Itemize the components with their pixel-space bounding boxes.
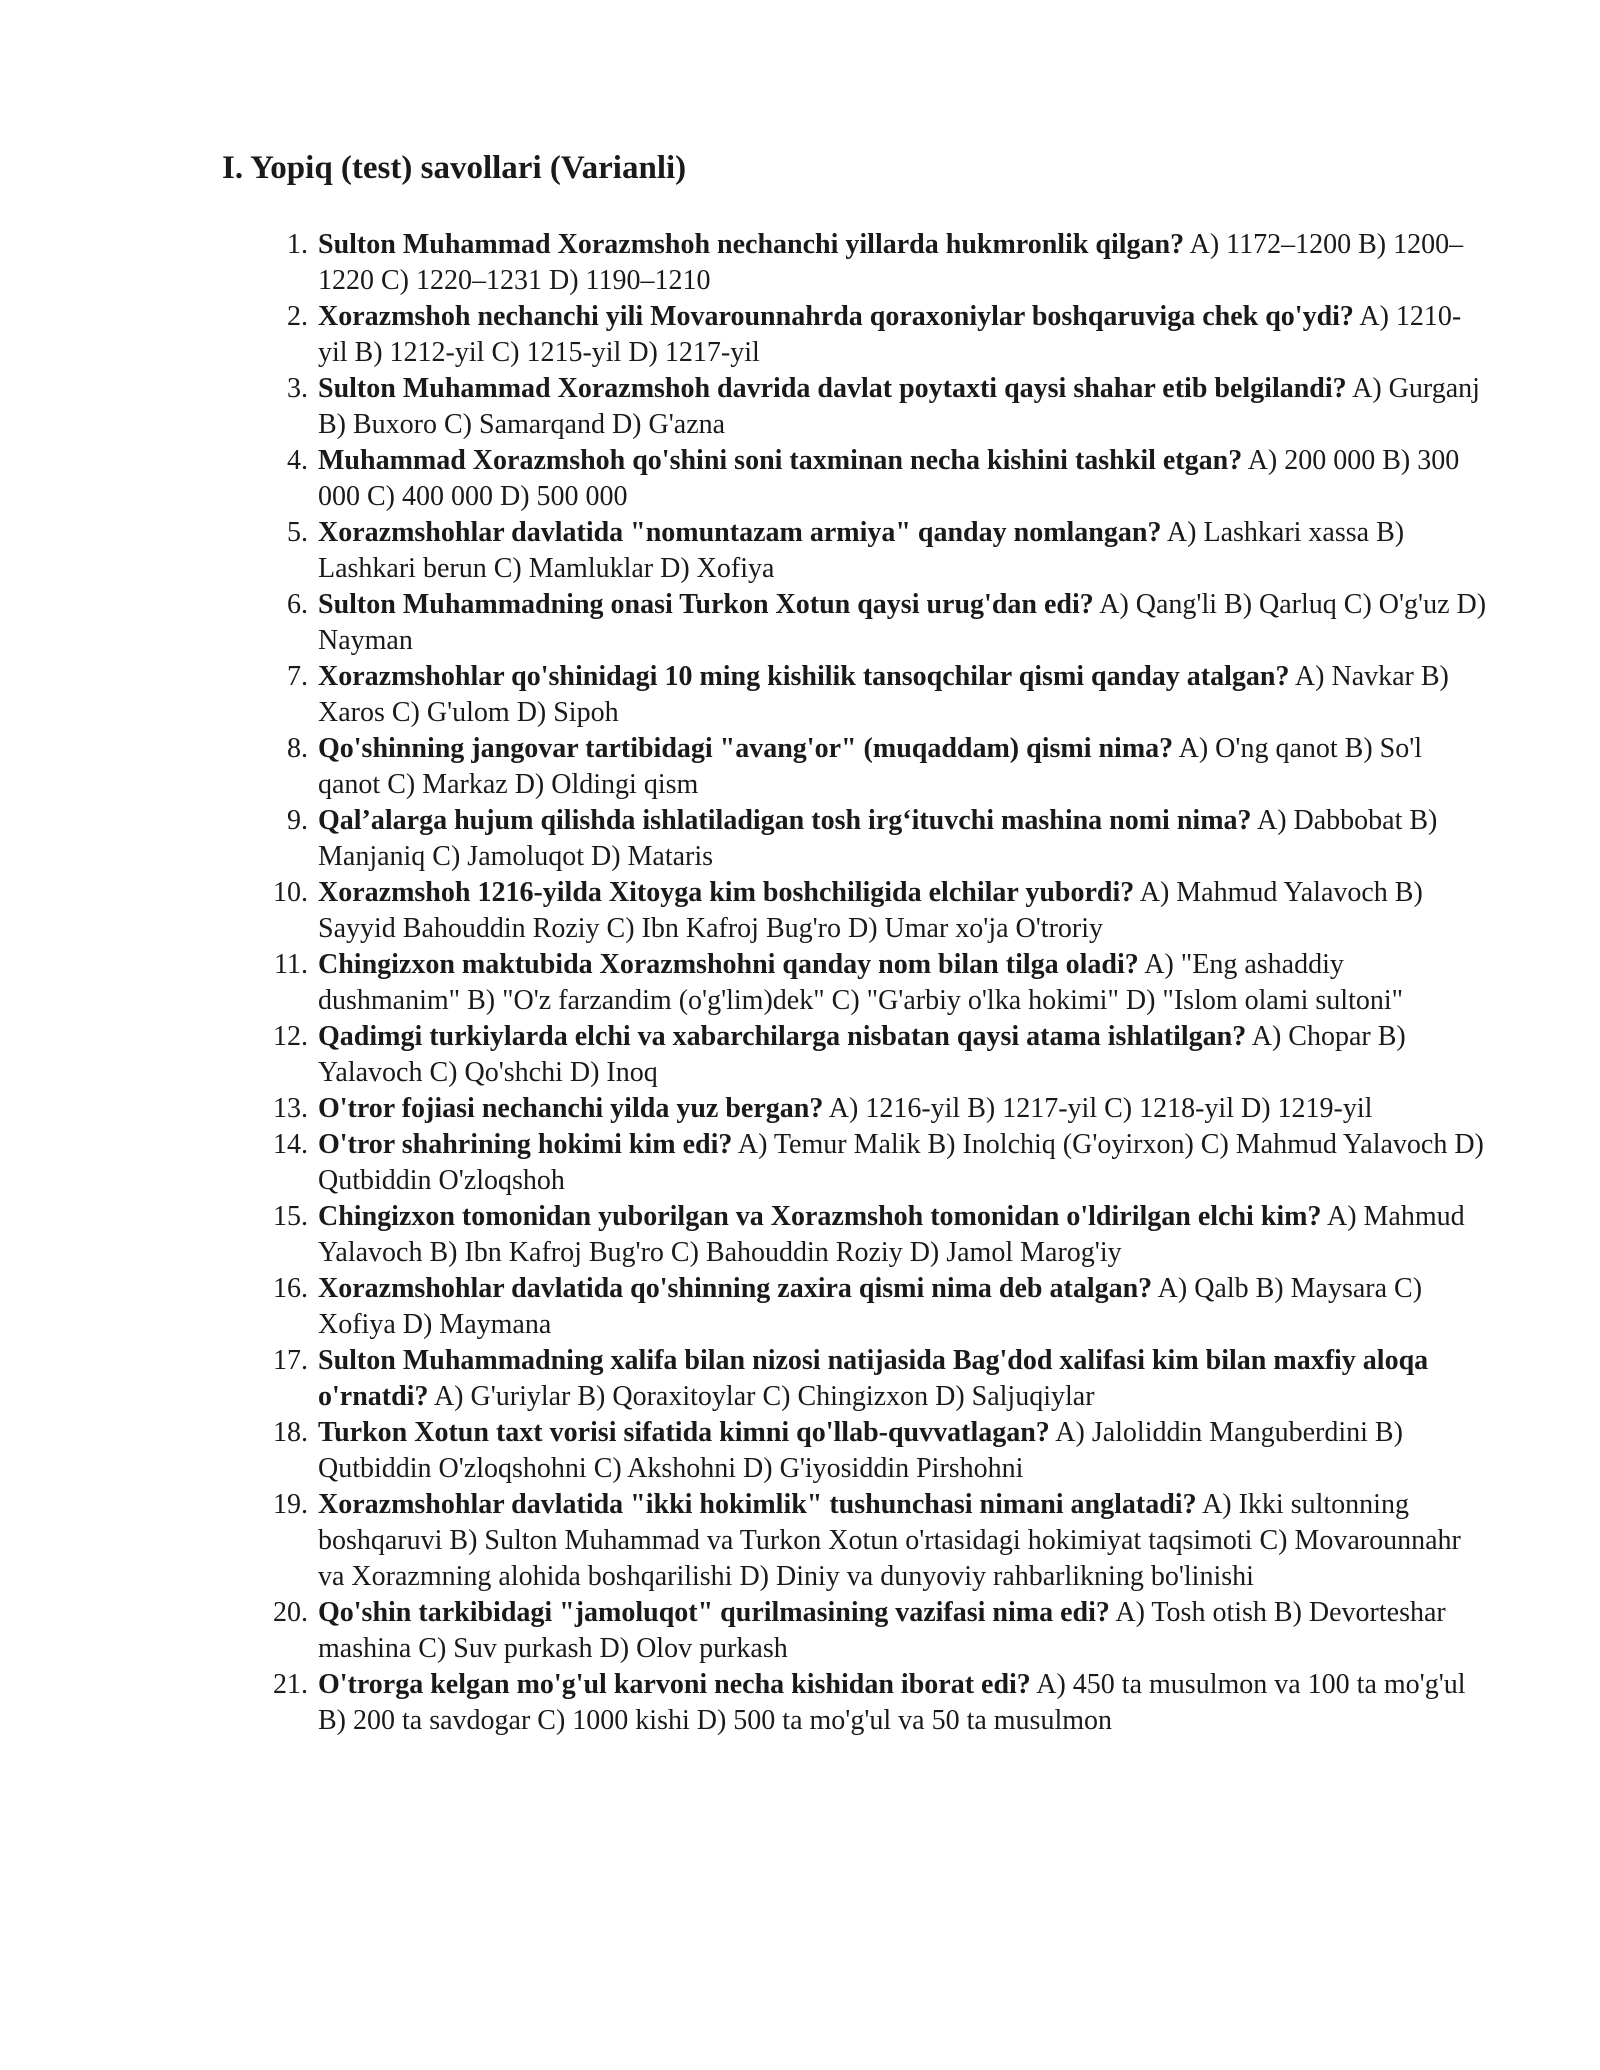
answer-options: A) G'uriylar B) Qoraxitoylar C) Chingizxon D) Saljuqiylar bbox=[433, 1381, 1095, 1412]
answer-options: A) Tosh otish B) Devorteshar mashina C) Suv purkash D) Olov purkash bbox=[318, 1597, 1446, 1664]
question-text: Xorazmshohlar davlatida "nomuntazam armiya" qanday nomlangan? bbox=[318, 517, 1162, 548]
question-number: 1. bbox=[287, 229, 308, 260]
question-number: 8. bbox=[287, 733, 308, 764]
question-item bbox=[287, 371, 1490, 443]
answer-options: A) 450 ta musulmon va 100 ta mo'g'ul B) 200 ta savdogar C) 1000 kishi D) 500 ta mo'g'ul va 50 ta musulmon bbox=[318, 1669, 1466, 1736]
question-item bbox=[287, 659, 1490, 731]
question-text: Chingizxon maktubida Xorazmshohni qanday nom bilan tilga oladi? bbox=[318, 949, 1139, 980]
question-text: Sulton Muhammad Xorazmshoh davrida davlat poytaxti qaysi shahar etib belgilandi? bbox=[318, 373, 1347, 404]
section-heading: I. Yopiq (test) savollari (Varianli) bbox=[222, 150, 687, 186]
answer-options: A) Jaloliddin Manguberdini B) Qutbiddin O'zloqshohni C) Akshohni D) G'iyosiddin Pirshohni bbox=[318, 1417, 1403, 1484]
answer-options: A) "Eng ashaddiy dushmanim" B) "O'z farzandim (o'g'lim)dek" C) "G'arbiy o'lka hokimi" D) "Islom olami sultoni" bbox=[318, 949, 1404, 1016]
question-text: Xorazmshoh 1216-yilda Xitoyga kim boshchiligida elchilar yubordi? bbox=[318, 877, 1135, 908]
question-number: 9. bbox=[287, 805, 308, 836]
question-text: Chingizxon tomonidan yuborilgan va Xorazmshoh tomonidan o'ldirilgan elchi kim? bbox=[318, 1201, 1322, 1232]
question-item bbox=[287, 227, 1490, 299]
question-item bbox=[273, 1127, 1490, 1199]
question-number: 17. bbox=[273, 1345, 308, 1376]
answer-options: A) Chopar B) Yalavoch C) Qo'shchi D) Inoq bbox=[318, 1021, 1406, 1088]
question-number: 5. bbox=[287, 517, 308, 548]
question-number: 2. bbox=[287, 301, 308, 332]
question-item bbox=[273, 875, 1490, 947]
answer-options: A) O'ng qanot B) So'l qanot C) Markaz D) Oldingi qism bbox=[318, 733, 1423, 800]
answer-options: A) Ikki sultonning boshqaruvi B) Sulton Muhammad va Turkon Xotun o'rtasidagi hokimiyat taqsimoti C) Movarounnahr va Xorazmning alohida boshqarilishi D) Diniy va dunyoviy rahbarlikning bo'linishi bbox=[318, 1489, 1461, 1592]
answer-options: A) 1172–1200 B) 1200–1220 C) 1220–1231 D) 1190–1210 bbox=[318, 229, 1464, 296]
question-item bbox=[287, 299, 1490, 371]
answer-options: A) Qang'li B) Qarluq C) O'g'uz D) Nayman bbox=[318, 589, 1487, 656]
answer-options: A) Lashkari xassa B) Lashkari berun C) Mamluklar D) Xofiya bbox=[318, 517, 1405, 584]
question-text: Qo'shin tarkibidagi "jamoluqot" qurilmasining vazifasi nima edi? bbox=[318, 1597, 1110, 1628]
question-text: Qal’alarga hujum qilishda ishlatiladigan tosh irg‘ituvchi mashina nomi nima? bbox=[318, 805, 1252, 836]
question-number: 19. bbox=[273, 1489, 308, 1520]
question-text: Xorazmshoh nechanchi yili Movarounnahrda qoraxoniylar boshqaruviga chek qo'ydi? bbox=[318, 301, 1354, 332]
question-number: 15. bbox=[273, 1201, 308, 1232]
answer-options: A) Dabbobat B) Manjaniq C) Jamoluqot D) Mataris bbox=[318, 805, 1438, 872]
question-text: O'tror shahrining hokimi kim edi? bbox=[318, 1129, 733, 1160]
question-item bbox=[273, 1487, 1490, 1595]
question-text: Xorazmshohlar qo'shinidagi 10 ming kishilik tansoqchilar qismi qanday atalgan? bbox=[318, 661, 1290, 692]
question-text: Qadimgi turkiylarda elchi va xabarchilarga nisbatan qaysi atama ishlatilgan? bbox=[318, 1021, 1247, 1052]
question-number: 4. bbox=[287, 445, 308, 476]
question-item bbox=[273, 1199, 1490, 1271]
question-text: Xorazmshohlar davlatida qo'shinning zaxira qismi nima deb atalgan? bbox=[318, 1273, 1153, 1304]
question-number: 10. bbox=[273, 877, 308, 908]
question-text: Muhammad Xorazmshoh qo'shini soni taxminan necha kishini tashkil etgan? bbox=[318, 445, 1243, 476]
question-item bbox=[287, 731, 1490, 803]
question-number: 18. bbox=[273, 1417, 308, 1448]
question-item bbox=[273, 1343, 1490, 1415]
question-text: O'tror fojiasi nechanchi yilda yuz bergan? bbox=[318, 1093, 824, 1124]
answer-options: A) 200 000 B) 300 000 C) 400 000 D) 500 000 bbox=[318, 445, 1460, 512]
answer-options: A) Temur Malik B) Inolchiq (G'oyirxon) C) Mahmud Yalavoch D) Qutbiddin O'zloqshoh bbox=[318, 1129, 1484, 1196]
question-text: Sulton Muhammadning onasi Turkon Xotun qaysi urug'dan edi? bbox=[318, 589, 1094, 620]
answer-options: A) Qalb B) Maysara C) Xofiya D) Maymana bbox=[318, 1273, 1423, 1340]
answer-options: A) 1216-yil B) 1217-yil C) 1218-yil D) 1219-yil bbox=[828, 1093, 1373, 1124]
question-number: 16. bbox=[273, 1273, 308, 1304]
question-number: 6. bbox=[287, 589, 308, 620]
question-item bbox=[273, 1415, 1490, 1487]
answer-options: A) 1210-yil B) 1212-yil C) 1215-yil D) 1217-yil bbox=[318, 301, 1462, 368]
question-item bbox=[287, 515, 1490, 587]
question-item bbox=[287, 803, 1490, 875]
question-text: Xorazmshohlar davlatida "ikki hokimlik" tushunchasi nimani anglatadi? bbox=[318, 1489, 1197, 1520]
question-item bbox=[273, 1091, 1490, 1127]
answer-options: A) Gurganj B) Buxoro C) Samarqand D) G'azna bbox=[318, 373, 1480, 440]
question-item bbox=[287, 443, 1490, 515]
question-number: 7. bbox=[287, 661, 308, 692]
question-number: 11. bbox=[274, 949, 308, 980]
question-item bbox=[287, 587, 1490, 659]
question-item bbox=[273, 1595, 1490, 1667]
question-text: Sulton Muhammad Xorazmshoh nechanchi yillarda hukmronlik qilgan? bbox=[318, 229, 1185, 260]
answer-options: A) Navkar B) Xaros C) G'ulom D) Sipoh bbox=[318, 661, 1449, 728]
question-item bbox=[273, 1019, 1490, 1091]
question-number: 14. bbox=[273, 1129, 308, 1160]
question-number: 3. bbox=[287, 373, 308, 404]
question-text: Qo'shinning jangovar tartibidagi "avang'or" (muqaddam) qismi nima? bbox=[318, 733, 1174, 764]
question-text: O'trorga kelgan mo'g'ul karvoni necha kishidan iborat edi? bbox=[318, 1669, 1031, 1700]
question-number: 12. bbox=[273, 1021, 308, 1052]
question-number: 13. bbox=[273, 1093, 308, 1124]
question-list bbox=[273, 227, 1490, 1739]
question-number: 21. bbox=[273, 1669, 308, 1700]
question-item bbox=[274, 947, 1490, 1019]
answer-options: A) Mahmud Yalavoch B) Ibn Kafroj Bug'ro C) Bahouddin Roziy D) Jamol Marog'iy bbox=[318, 1201, 1465, 1268]
question-text: Sulton Muhammadning xalifa bilan nizosi natijasida Bag'dod xalifasi kim bilan maxfiy aloqa o'rnatdi? bbox=[318, 1345, 1429, 1412]
question-item bbox=[273, 1271, 1490, 1343]
question-item bbox=[273, 1667, 1490, 1739]
question-number: 20. bbox=[273, 1597, 308, 1628]
answer-options: A) Mahmud Yalavoch B) Sayyid Bahouddin Roziy C) Ibn Kafroj Bug'ro D) Umar xo'ja O'troriy bbox=[318, 877, 1423, 944]
question-text: Turkon Xotun taxt vorisi sifatida kimni qo'llab-quvvatlagan? bbox=[318, 1417, 1050, 1448]
